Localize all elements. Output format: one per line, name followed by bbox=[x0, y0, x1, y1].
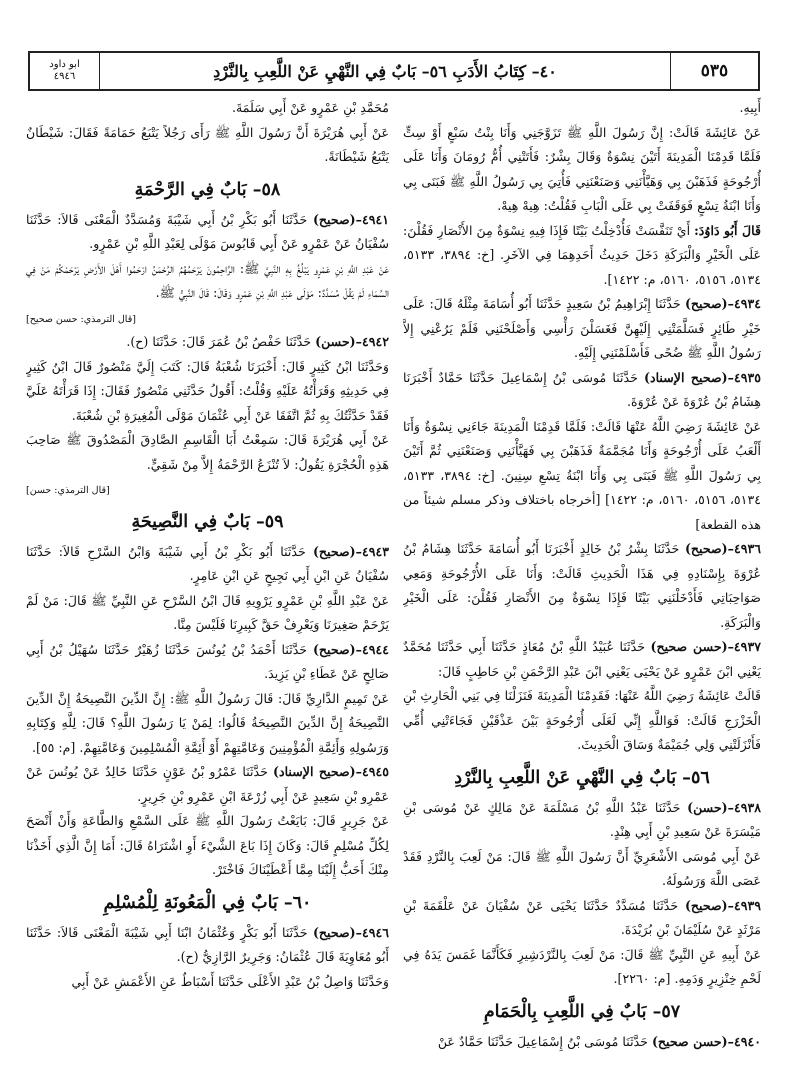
hadith-number: ٤٩٣٤– bbox=[727, 296, 761, 311]
hadith-body: عَنْ عَبْدِ اللَّهِ بْنِ عَمْرٍو يَرْوِيهِ قَالَ ابْنُ السَّرْحِ عَنِ النَّبِيِّ ﷺ قَالَ: مَنْ لَمْ يَرْحَمْ صَغِيرَنَا وَيَعْرِفْ حَقَّ كَبِيرِنَا فَلَيْسَ مِنَّا. bbox=[26, 592, 389, 632]
hadith-body: عَنْ أَبِي هُرَيْرَةَ قَالَ: سَمِعْتُ أَبَا الْقَاسِمِ الصَّادِقَ الْمَصْدُوقَ ﷺ صَاحِبَ هَذِهِ الْحُجْرَةِ يَقُولُ: لاَ تُنْزَعُ الرَّحْمَةُ إِلاَّ مِنْ شَقِيٍّ. bbox=[26, 432, 389, 472]
grading-note: [قال الترمذي: حسن صحيح] bbox=[26, 313, 136, 325]
grading-note-wrap bbox=[26, 306, 389, 331]
chapter-heading-58: ٥٨– بَابٌ فِي الرَّحْمَةِ bbox=[134, 179, 281, 200]
chapter-heading-57: ٥٧– بَابٌ فِي اللَّعِبِ بِالْحَمَامِ bbox=[483, 1001, 681, 1022]
running-title: ٤٠– كِتَابُ الأَدَبِ ٥٦– بَابٌ فِي النَّهْيِ عَنْ اللَّعِبِ بِالنَّرْدِ bbox=[213, 61, 557, 81]
left-column bbox=[26, 96, 389, 1086]
page-header bbox=[28, 51, 760, 91]
hadith-4938 bbox=[403, 796, 761, 845]
hadith-text: حَدَّثَنَا عَمْرُو بْنُ عَوْنٍ حَدَّثَنَا خَالِدٌ عَنْ يُونُسَ عَنْ عَمْرِو بْنِ سَعِيدٍ عَنْ أَبِي زُرْعَةَ ابْنِ عَمْرِو بْنِ جَرِيرٍ. bbox=[26, 764, 389, 804]
hadith-number: ٤٩٣٧– bbox=[727, 639, 761, 654]
hadith-text: حَدَّثَنَا أَبُو بَكْرِ بْنُ أَبِي شَيْبَةَ وَابْنُ السَّرْحِ قَالاَ: حَدَّثَنَا سُفْيَانُ عَنِ ابْنِ أَبِي نَجِيحٍ عَنِ ابْنِ عَامِرٍ. bbox=[26, 543, 389, 583]
hadith-grade: (حسن) bbox=[687, 799, 728, 815]
hadith-grade: (صحيح) bbox=[312, 641, 356, 657]
hadith-body: وَحَدَّثَنَا ابْنُ كَثِيرٍ قَالَ: أَخْبَرَنَا شُعْبَةُ قَالَ: كَتَبَ إِلَيَّ مَنْصُورٌ قَالَ ابْنُ كَثِيرٍ فِي حَدِيثِهِ وَقَرَأْتُهُ عَلَيْهِ وَقُلْتُ: أَقُولُ حَدَّثَنِي مَنْصُورٌ فَقَالَ: إِذَا قَرَأْتَهُ عَلَيَّ فَقَدْ حَدَّثْتُكَ بِهِ ثُمَّ اتَّفَقَا عَنْ أَبِي عُثْمَانَ مَوْلَى الْمُغِيرَةِ بْنِ شُعْبَةَ. bbox=[26, 358, 389, 423]
text-line: مُحَمَّدِ بْنِ عَمْرٍو عَنْ أَبِي سَلَمَةَ. bbox=[231, 100, 389, 115]
hadith-4944 bbox=[26, 638, 389, 687]
chapter-heading-59: ٥٩– بَابٌ فِي النَّصِيحَةِ bbox=[131, 511, 284, 532]
hadith-text: حَدَّثَنَا عُبَيْدُ اللَّهِ بْنُ مُعَاذٍ حَدَّثَنَا أَبِي حَدَّثَنَا مُحَمَّدٌ يَعْنِي ابْنَ عَمْرٍو عَنْ يَحْيَى يَعْنِي ابْنَ عَبْدِ الرَّحْمَنِ بْنِ حَاطِبٍ قَالَ: bbox=[403, 639, 761, 679]
hadith-4941 bbox=[26, 208, 389, 257]
reference-book: ابو داود bbox=[49, 59, 80, 70]
chapter-heading-56: ٥٦– بَابٌ فِي النَّهْيِ عَنْ اللَّعِبِ بِالنَّرْدِ bbox=[454, 767, 710, 788]
hadith-grade: (صحيح) bbox=[312, 543, 356, 559]
hadith-text: حَدَّثَنَا مُوسَى بْنُ إِسْمَاعِيلَ حَدَّثَنَا حَمَّادٌ أَخْبَرَنَا هِشَامُ بْنُ عُرْوَةَ عَنْ عُرْوَةَ. bbox=[403, 369, 761, 409]
hadith-4937 bbox=[403, 635, 761, 684]
hadith-number: ٤٩٣٥– bbox=[727, 369, 761, 385]
hadith-grade: (صحيح) bbox=[684, 296, 728, 311]
hadith-body: عَنْ عَبْدِ اللَّهِ بْنِ عَمْرٍو يَبْلُغُ بِهِ النَّبِيَّ ﷺ: الرَّاحِمُونَ يَرْحَمُهُمُ الرَّحْمَنُ ارْحَمُوا أَهْلَ الأَرْضِ يَرْحَمْكُمْ مَنْ فِي السَّمَاءِ لَمْ يَقُلْ مُسَدَّدٌ: مَوْلَى عَبْدِ اللَّهِ بْنِ عَمْرٍو وَقَالَ: قَالَ النَّبِيُّ ﷺ. bbox=[26, 260, 389, 300]
hadith-4945 bbox=[26, 760, 389, 809]
hadith-text: حَدَّثَنَا أَبُو بَكْرِ بْنُ أَبِي شَيْبَةَ وَمُسَدَّدٌ الْمَعْنَى قَالاَ: حَدَّثَنَا سُفْيَانُ عَنْ عَمْرٍو عَنْ أَبِي قَابُوسَ مَوْلَى لِعَبْدِ اللَّهِ بْنِ عَمْرٍو. bbox=[26, 211, 389, 251]
hadith-body: قَالَتْ عَائِشَةُ رَضِيَ اللَّهُ عَنْهَا: فَقَدِمْنَا الْمَدِينَةَ فَنَزَلْنَا فِي بَنِي الْحَارِثِ بْنِ الْخَزْرَجِ قَالَتْ: فَوَاللَّهِ إِنِّي لَعَلَى أُرْجُوحَةٍ بَيْنَ عَذْقَيْنِ فَجَاءَتْنِي أُمِّي فَأَنْزَلَتْنِي وَلِي جُمَيْمَةٌ وَسَاقَ الْحَدِيثَ. bbox=[403, 688, 761, 752]
hadith-4946 bbox=[26, 921, 389, 970]
hadith-text: حَدَّثَنَا عَبْدُ اللَّهِ بْنُ مَسْلَمَةَ عَنْ مَالِكٍ عَنْ مُوسَى بْنِ مَيْسَرَةَ عَنْ سَعِيدِ بْنِ أَبِي هِنْدٍ. bbox=[403, 799, 761, 839]
hadith-grade: (حسن) bbox=[315, 334, 356, 349]
hadith-4942 bbox=[26, 330, 389, 355]
hadith-grade: (صحيح الإسناد) bbox=[273, 764, 356, 779]
right-column bbox=[403, 96, 761, 1086]
hadith-number: ٤٩٤١– bbox=[355, 211, 389, 227]
hadith-text: حَدَّثَنَا حَفْصُ بْنُ عُمَرَ قَالَ: حَدَّثَنَا (ح). bbox=[126, 334, 316, 349]
commentary-label: قَالَ أَبُو دَاوُدَ: bbox=[694, 222, 761, 238]
hadith-number: ٤٩٤٣– bbox=[355, 543, 389, 559]
hadith-body: عَنْ أَبِي هُرَيْرَةَ أَنَّ رَسُولَ اللَّهِ ﷺ رَأَى رَجُلاً يَتْبَعُ حَمَامَةً فَقَالَ: شَيْطَانٌ يَتْبَعُ شَيْطَانَةً. bbox=[26, 124, 389, 164]
hadith-grade: (صحيح الإسناد) bbox=[644, 369, 728, 385]
chapter-heading-60: ٦٠– بَابٌ فِي الْمَعُونَةِ لِلْمُسْلِمِ bbox=[103, 892, 312, 913]
hadith-body: وَحَدَّثَنَا وَاصِلُ بْنُ عَبْدِ الأَعْلَى حَدَّثَنَا أَسْبَاطٌ عَنِ الأَعْمَشِ عَنْ أَبِي bbox=[71, 973, 389, 989]
hadith-text: حَدَّثَنَا مُوسَى بْنُ إِسْمَاعِيلَ حَدَّثَنَا حَمَّادٌ عَنْ bbox=[437, 1033, 652, 1049]
commentary-text: أَيْ تَنَفَّسَتْ فَأُدْخِلْتُ بَيْتًا فَإِذَا فِيهِ نِسْوَةٌ مِنَ الأَنْصَارِ فَقُلْنَ: عَلَى الْخَيْرِ وَالْبَرَكَةِ دَخَلَ حَدِيثُ أَحَدِهِمَا فِي الآخَرِ. [خ: ٣٨٩٤، ٥١٣٣، ٥١٣٤، ٥١٥٦، ٥١٦٠، م: ١٤٢٢]. bbox=[403, 222, 761, 287]
hadith-4943 bbox=[26, 540, 389, 589]
reference-number: ٤٩٤٦ bbox=[53, 71, 76, 82]
hadith-grade: (صحيح) bbox=[312, 924, 356, 940]
hadith-number: ٤٩٤٠– bbox=[727, 1033, 761, 1049]
hadith-grade: (صحيح) bbox=[684, 541, 728, 556]
hadith-number: ٤٩٤٤– bbox=[355, 641, 389, 657]
hadith-body: عَنْ عَائِشَةَ قَالَتْ: إِنَّ رَسُولَ اللَّهِ ﷺ تَزَوَّجَنِي وَأَنَا بِنْتُ سَبْعٍ أَوْ سِتٍّ فَلَمَّا قَدِمْنَا الْمَدِينَةَ أَتَيْنَ نِسْوَةٌ وَقَالَ بِشْرٌ: فَأَتَتْنِي أُمُّ رُومَانَ وَأَنَا عَلَى أُرْجُوحَةٍ فَذَهَبْنَ بِي وَهَيَّأْنَنِي وَصَنَعْنَنِي فَأُتِيَ بِي رَسُولُ اللَّهِ ﷺ فَبَنَى بِي وَأَنَا ابْنَةُ تِسْعٍ فَوَقَفَتْ بِي عَلَى الْبَابِ فَقُلْتُ: هِيهْ هِيهْ. bbox=[403, 124, 761, 213]
hadith-grade: (صحيح) bbox=[684, 897, 728, 913]
hadith-number: ٤٩٤٢– bbox=[355, 334, 389, 349]
hadith-body: عَنْ تَمِيمٍ الدَّارِيِّ قَالَ: قَالَ رَسُولُ اللَّهِ ﷺ: إِنَّ الدِّينَ النَّصِيحَةُ إِنَّ الدِّينَ النَّصِيحَةُ إِنَّ الدِّينَ النَّصِيحَةُ قَالُوا: لِمَنْ يَا رَسُولَ اللَّهِ؟ قَالَ: لِلَّهِ وَكِتَابِهِ وَرَسُولِهِ وَأَئِمَّةِ الْمُؤْمِنِينَ وَعَامَّتِهِمْ أَوْ أَئِمَّةِ الْمُسْلِمِينَ وَعَامَّتِهِمْ. [م: ٥٥]. bbox=[26, 690, 389, 755]
grading-note-wrap bbox=[26, 477, 389, 502]
hadith-text: حَدَّثَنَا أَحْمَدُ بْنُ يُونُسَ حَدَّثَنَا زُهَيْرٌ حَدَّثَنَا سُهَيْلُ بْنُ أَبِي صَالِحٍ عَنْ عَطَاءِ بْنِ يَزِيدَ. bbox=[26, 641, 389, 681]
hadith-number: ٤٩٣٨– bbox=[727, 799, 761, 815]
hadith-number: ٤٩٣٦– bbox=[727, 541, 761, 556]
hadith-text: حَدَّثَنَا إِبْرَاهِيمُ بْنُ سَعِيدٍ حَدَّثَنَا أَبُو أُسَامَةَ مِثْلَهُ قَالَ: عَلَى خَيْرِ طَائِرٍ فَسَلَّمَتْنِي إِلَيْهِنَّ فَغَسَلْنَ رَأْسِي وَأَصْلَحْنَنِي فَلَمْ يَرُعْنِي إِلاَّ رَسُولُ اللَّهِ ﷺ ضُحًى فَأَسْلَمْنَنِي إِلَيْهِ. bbox=[403, 296, 761, 360]
hadith-text: حَدَّثَنَا أَبُو بَكْرٍ وَعُثْمَانُ ابْنَا أَبِي شَيْبَةَ الْمَعْنَى قَالاَ: حَدَّثَنَا أَبُو مُعَاوِيَةَ قَالَ عُثْمَانُ: وَجَرِيرٌ الرَّازِيُّ (ح). bbox=[26, 924, 389, 964]
page-number: ٥٣٥ bbox=[670, 53, 758, 89]
hadith-text: حَدَّثَنَا مُسَدَّدٌ حَدَّثَنَا يَحْيَى عَنْ سُفْيَانَ عَنْ عَلْقَمَةَ بْنِ مَرْثَدٍ عَنْ سُلَيْمَانَ بْنِ بُرَيْدَةَ. bbox=[403, 897, 761, 937]
grading-note: [قال الترمذي: حسن] bbox=[26, 485, 110, 496]
hadith-text: حَدَّثَنَا بِشْرُ بْنُ خَالِدٍ أَخْبَرَنَا أَبُو أُسَامَةَ حَدَّثَنَا هِشَامُ بْنُ عُرْوَةَ بِإِسْنَادِهِ فِي هَذَا الْحَدِيثِ قَالَتْ: وَأَنَا عَلَى الأُرْجُوحَةِ وَمَعِي صَوَاحِبَاتِي فَأَدْخَلْنَنِي بَيْتًا فَإِذَا نِسْوَةٌ مِنَ الأَنْصَارِ فَقُلْنَ: عَلَى الْخَيْرِ وَالْبَرَكَةِ. bbox=[403, 541, 761, 630]
hadith-grade: (صحيح) bbox=[312, 211, 356, 227]
text-line: أَبِيهِ. bbox=[739, 100, 761, 115]
hadith-body: عَنْ أَبِيهِ عَنِ النَّبِيِّ ﷺ قَالَ: مَنْ لَعِبَ بِالنَّرْدَشِيرِ فَكَأَنَّمَا غَمَسَ يَدَهُ فِي لَحْمِ خِنْزِيرٍ وَدَمِهِ. [م: ٢٢٦٠]. bbox=[403, 946, 761, 986]
hadith-4940 bbox=[403, 1030, 761, 1055]
hadith-4939 bbox=[403, 894, 761, 943]
hadith-grade: (حسن صحيح) bbox=[650, 639, 728, 654]
hadith-4935 bbox=[403, 366, 761, 415]
hadith-body: عَنْ أَبِي مُوسَى الأَشْعَرِيِّ أَنَّ رَسُولَ اللَّهِ ﷺ قَالَ: مَنْ لَعِبَ بِالنَّرْدِ فَقَدْ عَصَى اللَّهَ وَرَسُولَهُ. bbox=[403, 848, 761, 888]
hadith-number: ٤٩٣٩– bbox=[727, 897, 761, 913]
hadith-4934 bbox=[403, 292, 761, 366]
hadith-4936 bbox=[403, 537, 761, 635]
hadith-body: عَنْ عَائِشَةَ رَضِيَ اللَّهُ عَنْهَا قَالَتْ: فَلَمَّا قَدِمْنَا الْمَدِينَةَ جَاءَنِي نِسْوَةٌ وَأَنَا أَلْعَبُ عَلَى أُرْجُوحَةٍ وَأَنَا مُجَمَّمَةٌ فَذَهَبْنَ بِي فَهَيَّأْنَنِي وَصَنَعْنَنِي ثُمَّ أَتَيْنَ بِي رَسُولَ اللَّهِ ﷺ فَبَنَى بِي وَأَنَا ابْنَةُ تِسْعِ سِنِينَ. [خ: ٣٨٩٤، ٥١٣٣، ٥١٣٤، ٥١٥٦، ٥١٦٠، م: ١٤٢٢] [أخرجاه باختلاف وذكر مسلم شيئاً من هذه القطعة] bbox=[403, 418, 761, 532]
commentary bbox=[403, 219, 761, 293]
hadith-number: ٤٩٤٦– bbox=[355, 924, 389, 940]
hadith-body: عَنْ جَرِيرٍ قَالَ: بَايَعْتُ رَسُولَ اللَّهِ ﷺ عَلَى السَّمْعِ وَالطَّاعَةِ وَأَنْ أَنْصَحَ لِكُلِّ مُسْلِمٍ قَالَ: وَكَانَ إِذَا بَاعَ الشَّيْءَ أَوِ اشْتَرَاهُ قَالَ: أَمَا إِنَّ الَّذِي أَخَذْنَا مِنْكَ أَحَبُّ إِلَيْنَا مِمَّا أَعْطَيْنَاكَ فَاخْتَرْ. bbox=[26, 813, 389, 877]
hadith-grade: (حسن صحيح) bbox=[651, 1033, 728, 1049]
hadith-number: ٤٩٤٥– bbox=[355, 764, 389, 779]
hadith-reference bbox=[30, 53, 100, 89]
